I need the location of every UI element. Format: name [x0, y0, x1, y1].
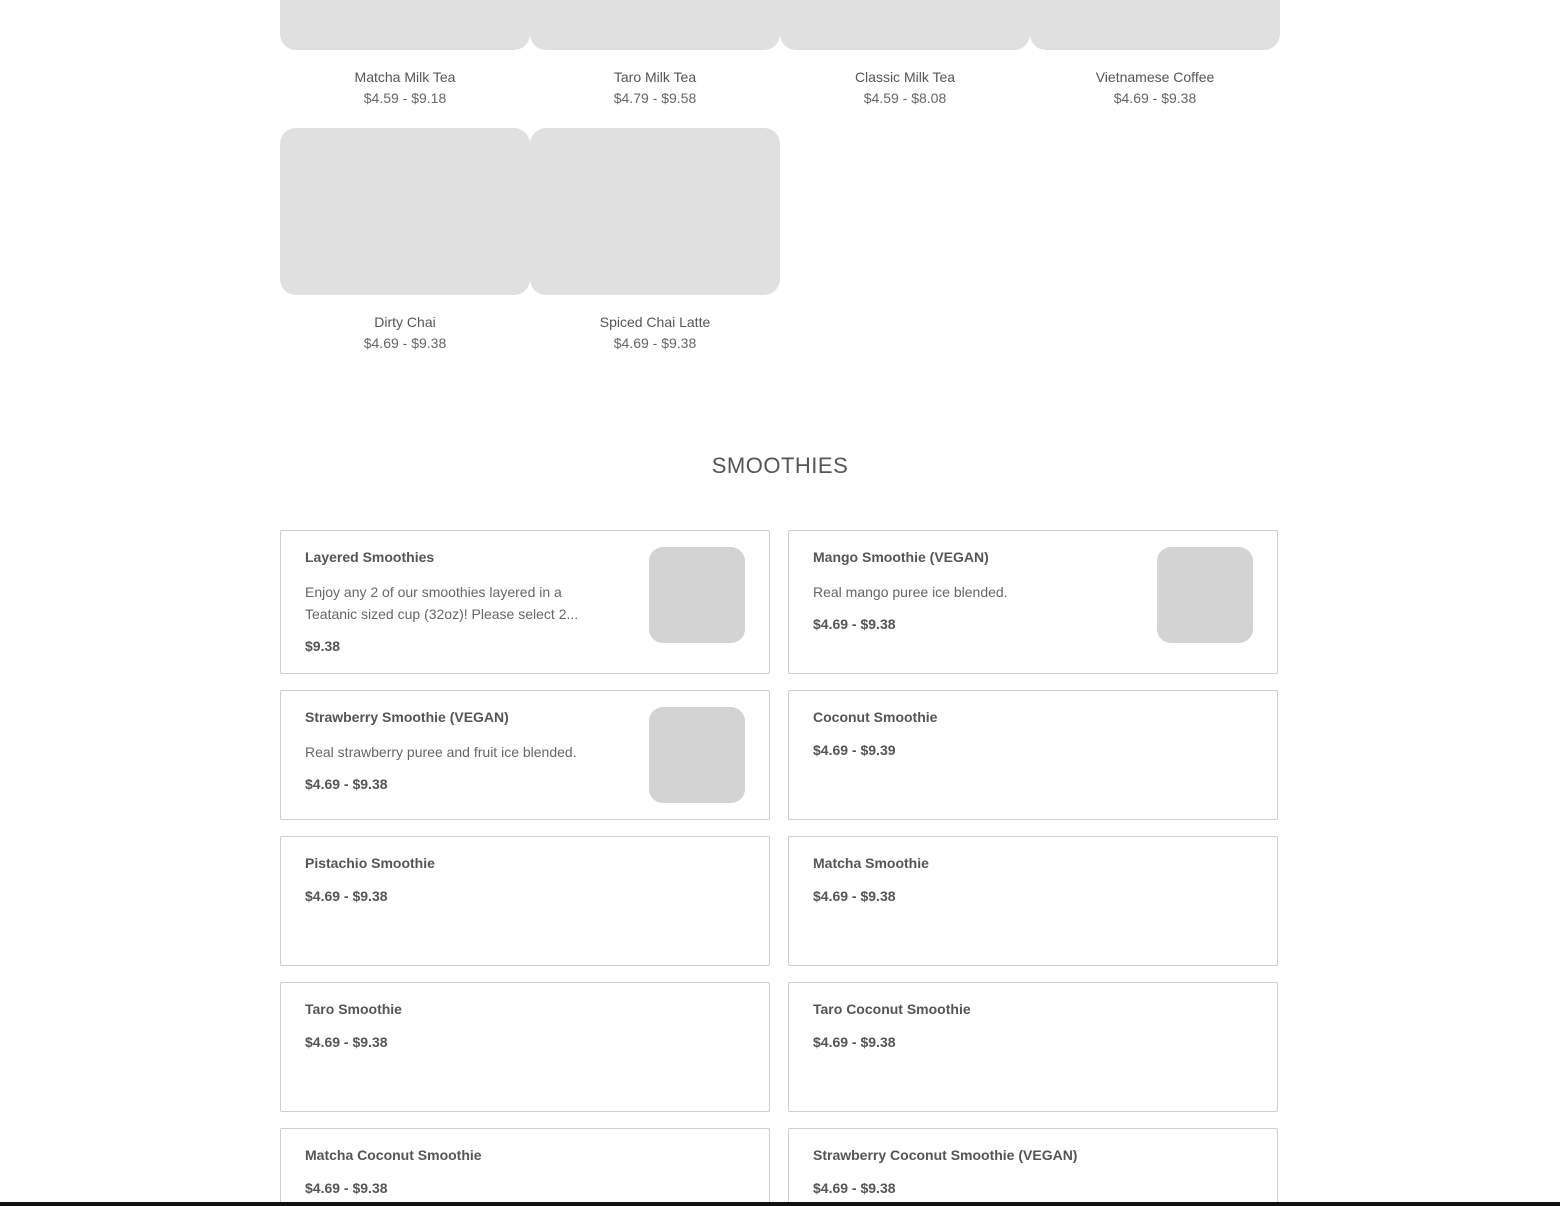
product-name: Dirty Chai: [374, 314, 436, 330]
item-title: Matcha Coconut Smoothie: [305, 1147, 482, 1163]
window-bottom-edge: [0, 1202, 1560, 1206]
product-image[interactable]: [280, 128, 530, 295]
product-price: $4.59 - $8.08: [863, 90, 947, 106]
menu-item-card[interactable]: [280, 530, 770, 674]
product-tile-dirty-chai[interactable]: [280, 128, 530, 352]
item-price: $4.69 - $9.38: [305, 1180, 388, 1196]
menu-container: [280, 0, 1280, 1196]
item-description: Real strawberry puree and fruit ice blended.: [305, 744, 577, 760]
item-price: $9.38: [305, 638, 341, 654]
item-image: [1157, 547, 1253, 643]
menu-item-card[interactable]: [280, 690, 770, 820]
product-name: Vietnamese Coffee: [1095, 69, 1215, 85]
item-title: Strawberry Coconut Smoothie (VEGAN): [813, 1147, 1078, 1163]
product-image[interactable]: [1030, 0, 1280, 50]
menu-item-card[interactable]: [788, 530, 1278, 674]
item-price: $4.69 - $9.38: [813, 1034, 896, 1050]
product-price: $4.69 - $9.38: [1113, 90, 1197, 106]
item-title: Taro Coconut Smoothie: [813, 1001, 971, 1017]
item-title: Taro Smoothie: [305, 1001, 402, 1017]
item-title: Strawberry Smoothie (VEGAN): [305, 709, 509, 725]
product-price: $4.79 - $9.58: [613, 90, 697, 106]
product-image[interactable]: [530, 0, 780, 50]
product-image[interactable]: [530, 128, 780, 295]
product-name: Matcha Milk Tea: [354, 69, 456, 85]
product-tile-matcha-milk-tea[interactable]: [280, 0, 530, 107]
product-image[interactable]: [280, 0, 530, 50]
item-image: [649, 547, 745, 643]
product-tile-classic-milk-tea[interactable]: [780, 0, 1030, 107]
product-tile-spiced-chai-latte[interactable]: [530, 128, 780, 352]
item-title: Matcha Smoothie: [813, 855, 929, 871]
item-price: $4.69 - $9.38: [305, 776, 388, 792]
item-price: $4.69 - $9.38: [305, 1034, 388, 1050]
menu-item-card[interactable]: [788, 982, 1278, 1112]
menu-item-card[interactable]: [280, 1128, 770, 1206]
product-tile-taro-milk-tea[interactable]: [530, 0, 780, 107]
menu-item-card[interactable]: [788, 690, 1278, 820]
product-price: $4.59 - $9.18: [363, 90, 447, 106]
menu-item-card[interactable]: [788, 836, 1278, 966]
item-title: Mango Smoothie (VEGAN): [813, 549, 989, 565]
item-price: $4.69 - $9.39: [813, 742, 896, 758]
item-price: $4.69 - $9.38: [813, 616, 896, 632]
menu-item-card[interactable]: [788, 1128, 1278, 1206]
item-image: [649, 707, 745, 803]
menu-item-card[interactable]: [280, 836, 770, 966]
item-price: $4.69 - $9.38: [813, 888, 896, 904]
item-description: Real mango puree ice blended.: [813, 584, 1008, 600]
product-price: $4.69 - $9.38: [363, 335, 447, 351]
item-title: Coconut Smoothie: [813, 709, 938, 725]
item-title: Layered Smoothies: [305, 549, 435, 565]
item-price: $4.69 - $9.38: [813, 1180, 896, 1196]
product-name: Taro Milk Tea: [613, 69, 697, 85]
product-tile-vietnamese-coffee[interactable]: [1030, 0, 1280, 107]
featured-tiles: [280, 0, 1280, 380]
product-image[interactable]: [780, 0, 1030, 50]
product-price: $4.69 - $9.38: [613, 335, 697, 351]
section-title-smoothies: SMOOTHIES: [711, 453, 849, 478]
item-description: Enjoy any 2 of our smoothies layered in a Teatanic sized cup (32oz)! Please select 2...: [305, 584, 579, 622]
item-title: Pistachio Smoothie: [305, 855, 435, 871]
product-name: Spiced Chai Latte: [599, 314, 711, 330]
product-name: Classic Milk Tea: [854, 69, 956, 85]
item-price: $4.69 - $9.38: [305, 888, 388, 904]
menu-item-card[interactable]: [280, 982, 770, 1112]
